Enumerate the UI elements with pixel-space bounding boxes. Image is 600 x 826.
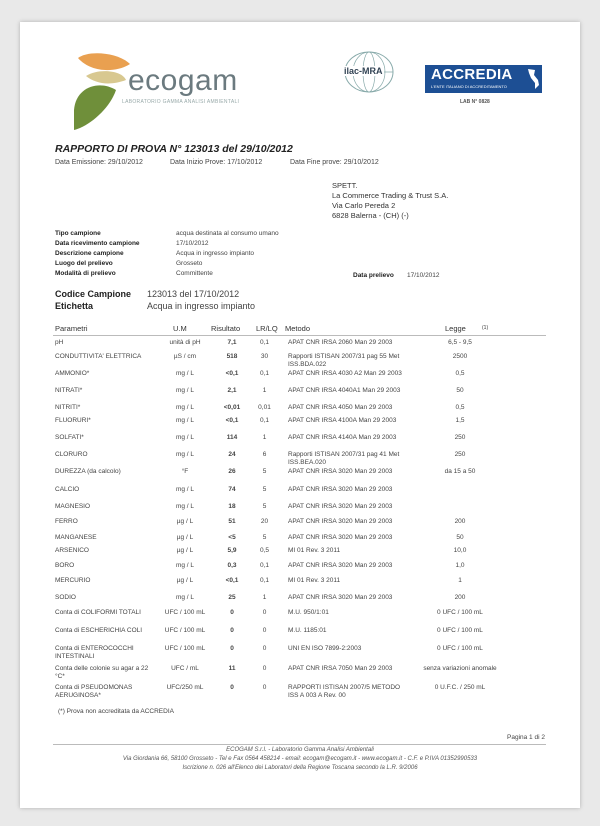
law-limit-cell: 10,0 bbox=[453, 547, 467, 554]
unit-cell: mg / L bbox=[175, 370, 195, 377]
law-limit-cell: 0,5 bbox=[455, 404, 465, 411]
unit-cell: UFC / 100 mL bbox=[164, 645, 206, 652]
lrlq-cell: 0,01 bbox=[258, 404, 271, 411]
parameter-cell: Conta di COLIFORMI TOTALI bbox=[55, 609, 141, 616]
parameter-cell: CONDUTTIVITA' ELETTRICA bbox=[55, 353, 142, 360]
law-limit-cell: 200 bbox=[454, 518, 466, 525]
accredia-logo bbox=[425, 65, 542, 93]
unit-cell: mg / L bbox=[175, 562, 195, 569]
sample-label: Descrizione campione bbox=[55, 250, 124, 257]
law-limit-cell: senza variazioni anomale bbox=[423, 665, 497, 672]
unit-cell: mg / L bbox=[175, 451, 195, 458]
unit-cell: mg / L bbox=[175, 486, 195, 493]
result-cell: <5 bbox=[228, 534, 236, 541]
sample-value: acqua destinata al consumo umano bbox=[176, 230, 279, 237]
lrlq-cell: 5 bbox=[262, 468, 267, 475]
lab-number: LAB N° 0828 bbox=[460, 99, 490, 105]
law-limit-cell: 0,5 bbox=[455, 370, 465, 377]
codice-value: 123013 del 17/10/2012 bbox=[147, 289, 240, 299]
parameter-cell: ARSENICO bbox=[55, 547, 89, 554]
lrlq-cell: 0,1 bbox=[259, 417, 270, 424]
result-cell: <0,1 bbox=[225, 577, 239, 584]
result-cell: 26 bbox=[228, 468, 236, 475]
unit-cell: mg / L bbox=[175, 503, 195, 510]
unit-cell: µg / L bbox=[176, 547, 194, 554]
method-cell: APAT CNR IRSA 3020 Man 29 2003 bbox=[288, 594, 393, 601]
result-cell: 0 bbox=[230, 609, 234, 616]
ecogam-logo-icon bbox=[70, 50, 132, 136]
law-limit-cell: 1 bbox=[458, 577, 462, 584]
parameter-cell: CALCIO bbox=[55, 486, 80, 493]
sample-value: 17/10/2012 bbox=[176, 240, 209, 247]
method-cell: M.U. 1185:01 bbox=[288, 627, 327, 634]
sample-label: Data ricevimento campione bbox=[55, 240, 140, 247]
lrlq-cell: 1 bbox=[262, 434, 267, 441]
result-cell: 5,9 bbox=[227, 547, 237, 554]
method-cell: Rapporti ISTISAN 2007/31 pag 55 Met ISS.BDA.022 bbox=[288, 353, 400, 368]
unit-cell: µg / L bbox=[176, 518, 194, 525]
sample-label: Modalità di prelievo bbox=[55, 270, 116, 277]
lrlq-cell: 0,1 bbox=[259, 577, 270, 584]
logo-subtitle: LABORATORIO GAMMA ANALISI AMBIENTALI bbox=[122, 99, 240, 105]
unit-cell: mg / L bbox=[175, 417, 195, 424]
result-cell: <0,1 bbox=[225, 370, 239, 377]
parameter-cell: NITRATI* bbox=[55, 387, 83, 394]
unit-cell: µg / L bbox=[176, 577, 194, 584]
logo-text: ecogam bbox=[128, 64, 238, 97]
footer-divider bbox=[53, 744, 546, 745]
method-cell: APAT CNR IRSA 3020 Man 29 2003 bbox=[288, 486, 393, 493]
sample-label: Tipo campione bbox=[55, 230, 101, 237]
result-cell: 0 bbox=[230, 627, 234, 634]
lrlq-cell: 0 bbox=[262, 645, 267, 652]
law-limit-cell: 50 bbox=[456, 387, 464, 394]
parameter-cell: MAGNESIO bbox=[55, 503, 91, 510]
etichetta-value: Acqua in ingresso impianto bbox=[147, 301, 256, 311]
parameter-cell: FLUORURI* bbox=[55, 417, 91, 424]
method-cell: APAT CNR IRSA 3020 Man 29 2003 bbox=[288, 518, 393, 525]
lrlq-cell: 1 bbox=[262, 387, 267, 394]
parameter-cell: SODIO bbox=[55, 594, 76, 601]
parameter-cell: MANGANESE bbox=[55, 534, 97, 541]
lrlq-cell: 5 bbox=[262, 503, 267, 510]
unit-cell: unità di pH bbox=[169, 339, 201, 346]
recipient-line: 6828 Balerna - (CH) (-) bbox=[332, 211, 409, 220]
col-header: Risultato bbox=[211, 324, 241, 333]
parameter-cell: Conta di PSEUDOMONAS AERUGINOSA* bbox=[55, 684, 133, 699]
col-header: LR/LQ bbox=[256, 324, 278, 333]
method-cell: MI 01 Rev. 3 2011 bbox=[288, 547, 341, 554]
law-limit-cell: 250 bbox=[454, 451, 466, 458]
result-cell: 114 bbox=[226, 434, 238, 441]
unit-cell: UFC / 100 mL bbox=[164, 609, 206, 616]
parameter-cell: AMMONIO* bbox=[55, 370, 90, 377]
parameter-cell: SOLFATI* bbox=[55, 434, 84, 441]
law-limit-cell: da 15 a 50 bbox=[444, 468, 476, 475]
sample-value: Committente bbox=[176, 270, 213, 277]
result-cell: 0 bbox=[230, 645, 234, 652]
unit-cell: µS / cm bbox=[173, 353, 197, 360]
report-title: RAPPORTO DI PROVA N° 123013 del 29/10/2012 bbox=[55, 143, 293, 155]
result-cell: 11 bbox=[228, 665, 236, 672]
lrlq-cell: 0 bbox=[262, 665, 267, 672]
result-cell: 0,3 bbox=[227, 562, 237, 569]
sample-value: Grosseto bbox=[176, 260, 203, 267]
method-cell: APAT CNR IRSA 4040A1 Man 29 2003 bbox=[288, 387, 401, 394]
lrlq-cell: 20 bbox=[260, 518, 269, 525]
law-limit-cell: 6,5 - 9,5 bbox=[448, 339, 472, 346]
law-limit-cell: 0 UFC / 100 mL bbox=[437, 609, 483, 616]
accreditation-note: (*) Prova non accreditata da ACCREDIA bbox=[58, 708, 174, 715]
footer-registration: Iscrizione n. 026 all'Elenco dei Laboratori della Regione Toscana secondo la L.R. 9/2006 bbox=[182, 765, 418, 771]
parameter-cell: CLORURO bbox=[55, 451, 88, 458]
result-cell: 51 bbox=[228, 518, 236, 525]
parameter-cell: Conta di ENTEROCOCCHI INTESTINALI bbox=[55, 645, 134, 660]
method-cell: MI 01 Rev. 3 2011 bbox=[288, 577, 341, 584]
accredia-title: ACCREDIA bbox=[431, 66, 513, 83]
parameter-cell: BORO bbox=[55, 562, 75, 569]
sample-value: Acqua in ingresso impianto bbox=[176, 250, 255, 257]
method-cell: APAT CNR IRSA 4050 Man 29 2003 bbox=[288, 404, 393, 411]
method-cell: Rapporti ISTISAN 2007/31 pag 41 Met ISS.BEA.020 bbox=[288, 451, 400, 466]
method-cell: APAT CNR IRSA 2060 Man 29 2003 bbox=[288, 339, 393, 346]
lrlq-cell: 0,1 bbox=[259, 339, 270, 346]
col-header: Parametri bbox=[55, 324, 88, 333]
report-page bbox=[20, 22, 580, 808]
result-cell: 518 bbox=[226, 353, 238, 360]
unit-cell: mg / L bbox=[175, 387, 195, 394]
lrlq-cell: 6 bbox=[262, 451, 267, 458]
unit-cell: mg / L bbox=[175, 434, 195, 441]
prelievo-label: Data prelievo bbox=[353, 272, 394, 279]
law-limit-cell: 1,0 bbox=[455, 562, 465, 569]
method-cell: RAPPORTI ISTISAN 2007/5 METODO ISS A 003 A Rev. 00 bbox=[288, 684, 401, 699]
emission-date: Data Emissione: 29/10/2012 bbox=[55, 159, 143, 166]
start-date: Data Inizio Prove: 17/10/2012 bbox=[170, 159, 263, 166]
lrlq-cell: 5 bbox=[262, 486, 267, 493]
page-number: Pagina 1 di 2 bbox=[507, 734, 545, 741]
law-limit-cell: 2500 bbox=[452, 353, 468, 360]
result-cell: 74 bbox=[228, 486, 236, 493]
unit-cell: mg / L bbox=[175, 404, 195, 411]
result-cell: 24 bbox=[228, 451, 236, 458]
lrlq-cell: 0,5 bbox=[259, 547, 270, 554]
parameter-cell: MERCURIO bbox=[55, 577, 91, 584]
method-cell: APAT CNR IRSA 4100A Man 29 2003 bbox=[288, 417, 397, 424]
end-date: Data Fine prove: 29/10/2012 bbox=[290, 159, 379, 166]
col-header: U.M bbox=[173, 324, 187, 333]
header-divider bbox=[53, 335, 546, 336]
etichetta-label: Etichetta bbox=[55, 301, 94, 311]
result-cell: <0,1 bbox=[225, 417, 239, 424]
result-cell: 25 bbox=[228, 594, 236, 601]
unit-cell: °F bbox=[181, 468, 189, 475]
law-limit-cell: 50 bbox=[456, 534, 464, 541]
result-cell: 18 bbox=[228, 503, 236, 510]
result-cell: 0 bbox=[230, 684, 234, 691]
lrlq-cell: 5 bbox=[262, 534, 267, 541]
recipient-line: Via Carlo Pereda 2 bbox=[332, 201, 396, 210]
method-cell: APAT CNR IRSA 3020 Man 29 2003 bbox=[288, 468, 393, 475]
parameter-cell: DUREZZA (da calcolo) bbox=[55, 468, 121, 475]
ilac-text: ilac-MRA bbox=[344, 66, 383, 76]
unit-cell: UFC/250 mL bbox=[166, 684, 204, 691]
prelievo-value: 17/10/2012 bbox=[407, 272, 440, 279]
method-cell: M.U. 950/1:01 bbox=[288, 609, 329, 616]
lrlq-cell: 0 bbox=[262, 684, 267, 691]
parameter-cell: Conta delle colonie su agar a 22 °C* bbox=[55, 665, 149, 680]
result-cell: 2,1 bbox=[227, 387, 237, 394]
italy-map-icon bbox=[526, 68, 540, 90]
law-limit-cell: 200 bbox=[454, 594, 466, 601]
accredia-subtitle: L'ENTE ITALIANO DI ACCREDITAMENTO bbox=[431, 84, 507, 89]
lrlq-cell: 30 bbox=[260, 353, 269, 360]
law-limit-cell: 0 U.F.C. / 250 mL bbox=[434, 684, 486, 691]
unit-cell: mg / L bbox=[175, 594, 195, 601]
lrlq-cell: 0 bbox=[262, 609, 267, 616]
lrlq-cell: 1 bbox=[262, 594, 267, 601]
law-limit-cell: 0 UFC / 100 mL bbox=[437, 645, 483, 652]
result-cell: <0,01 bbox=[223, 404, 241, 411]
lrlq-cell: 0 bbox=[262, 627, 267, 634]
method-cell: APAT CNR IRSA 7050 Man 29 2003 bbox=[288, 665, 393, 672]
parameter-cell: NITRITI* bbox=[55, 404, 81, 411]
result-cell: 7,1 bbox=[227, 339, 237, 346]
codice-label: Codice Campione bbox=[55, 289, 132, 299]
unit-cell: UFC / mL bbox=[171, 665, 199, 672]
unit-cell: µg / L bbox=[176, 534, 194, 541]
method-cell: UNI EN ISO 7899-2:2003 bbox=[288, 645, 362, 652]
law-limit-cell: 0 UFC / 100 mL bbox=[437, 627, 483, 634]
method-cell: APAT CNR IRSA 3020 Man 29 2003 bbox=[288, 562, 393, 569]
parameter-cell: FERRO bbox=[55, 518, 78, 525]
sample-label: Luogo del prelievo bbox=[55, 260, 113, 267]
parameter-cell: Conta di ESCHERICHIA COLI bbox=[55, 627, 143, 634]
recipient-line: SPETT. bbox=[332, 181, 358, 190]
col-header: Metodo bbox=[285, 324, 311, 333]
law-limit-cell: 1,5 bbox=[455, 417, 465, 424]
footer-address: Via Giordania 66, 58100 Grosseto - Tel e Fax 0564 458214 - email: ecogam@ecogam.it - www.ecogam.it - C.F. e P.IVA 01352990533 bbox=[122, 756, 478, 762]
method-cell: APAT CNR IRSA 3020 Man 29 2003 bbox=[288, 503, 393, 510]
unit-cell: UFC / 100 mL bbox=[164, 627, 206, 634]
recipient-line: La Commerce Trading & Trust S.A. bbox=[332, 191, 449, 200]
law-limit-cell: 250 bbox=[454, 434, 466, 441]
col-header-note: (1) bbox=[482, 325, 489, 331]
col-header: Legge bbox=[445, 324, 466, 333]
footer-company: ECOGAM S.r.l. - Laboratorio Gamma Analisi Ambientali bbox=[226, 747, 374, 753]
lrlq-cell: 0,1 bbox=[259, 562, 270, 569]
method-cell: APAT CNR IRSA 4140A Man 29 2003 bbox=[288, 434, 397, 441]
parameter-cell: pH bbox=[55, 339, 64, 346]
method-cell: APAT CNR IRSA 4030 A2 Man 29 2003 bbox=[288, 370, 402, 377]
lrlq-cell: 0,1 bbox=[259, 370, 270, 377]
method-cell: APAT CNR IRSA 3020 Man 29 2003 bbox=[288, 534, 393, 541]
